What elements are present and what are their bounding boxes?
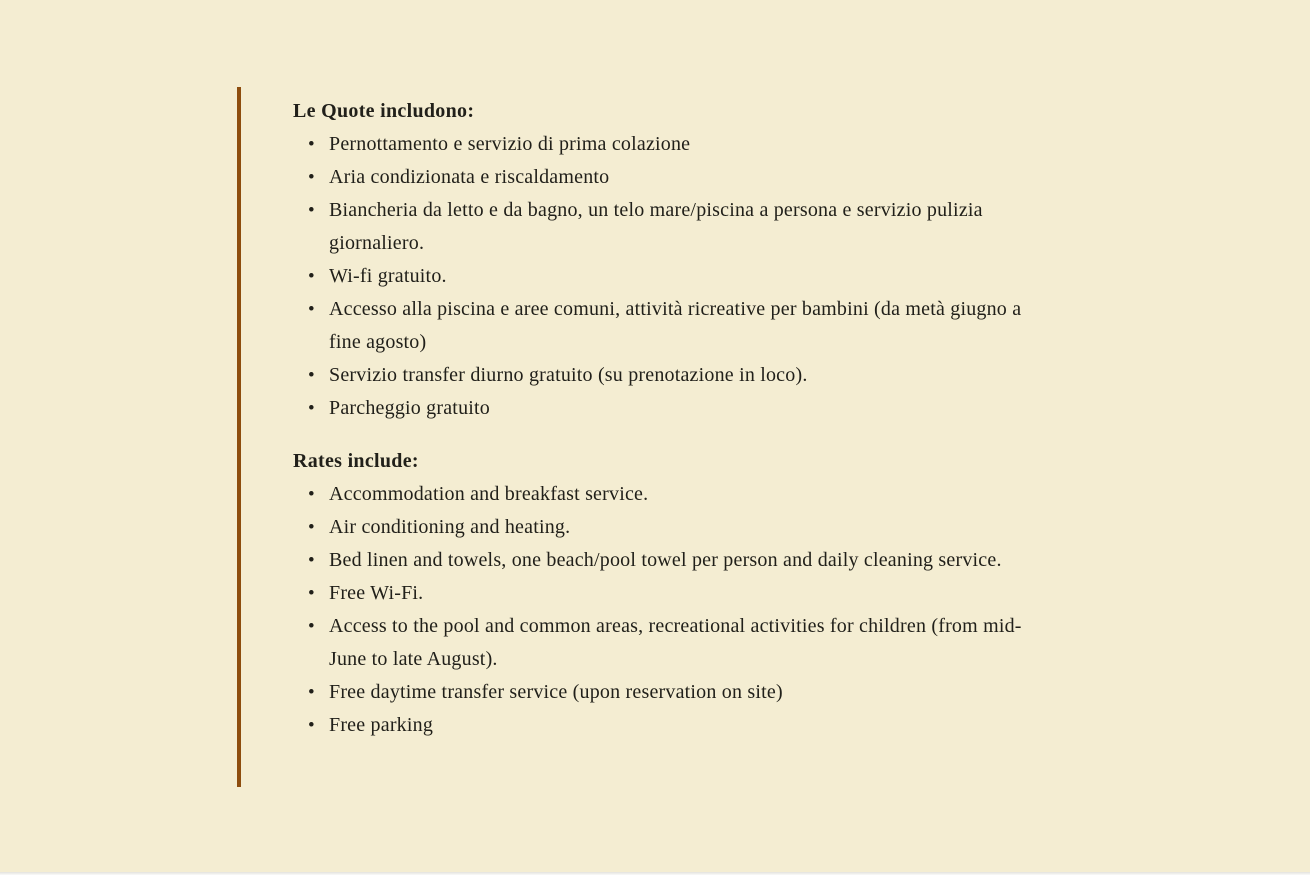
- list-item: • Pernottamento e servizio di prima colazione: [329, 128, 1048, 161]
- list-item: • Accommodation and breakfast service.: [329, 478, 1048, 511]
- list-item: • Air conditioning and heating.: [329, 511, 1048, 544]
- rates-info-content: [293, 95, 1048, 742]
- list-item: • Parcheggio gratuito: [329, 392, 1048, 425]
- list-item: • Access to the pool and common areas, recreational activities for children (from mid-June to late August).: [329, 610, 1048, 676]
- section-heading-italian: Le Quote includono:: [293, 100, 475, 122]
- section-heading-english: Rates include:: [293, 450, 419, 472]
- list-item: • Biancheria da letto e da bagno, un telo mare/piscina a persona e servizio pulizia giornaliero.: [329, 194, 1048, 260]
- section-english-rates: [293, 445, 1048, 742]
- english-rates-list: [293, 478, 1048, 742]
- italian-rates-list: [293, 128, 1048, 425]
- section-italian-rates: [293, 95, 1048, 425]
- list-item: • Wi-fi gratuito.: [329, 260, 1048, 293]
- list-item: • Bed linen and towels, one beach/pool towel per person and daily cleaning service.: [329, 544, 1048, 577]
- list-item: • Accesso alla piscina e aree comuni, attività ricreative per bambini (da metà giugno a fine agosto): [329, 293, 1048, 359]
- accent-bar: [237, 87, 241, 787]
- list-item: • Aria condizionata e riscaldamento: [329, 161, 1048, 194]
- list-item: • Free parking: [329, 709, 1048, 742]
- list-item: • Free daytime transfer service (upon reservation on site): [329, 676, 1048, 709]
- list-item: • Servizio transfer diurno gratuito (su prenotazione in loco).: [329, 359, 1048, 392]
- list-item: • Free Wi-Fi.: [329, 577, 1048, 610]
